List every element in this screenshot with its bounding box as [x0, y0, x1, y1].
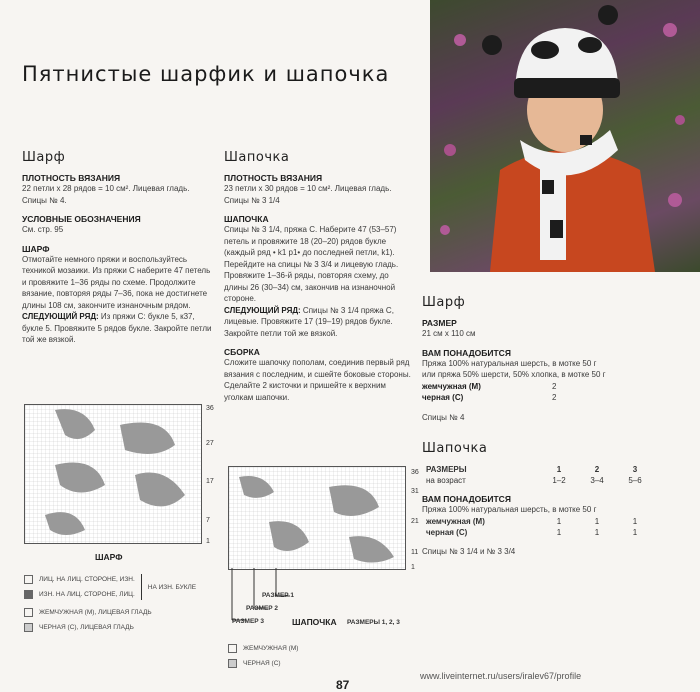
size-2-marker: РАЗМЕР 2: [246, 605, 279, 612]
photo-child-in-hat: [430, 0, 700, 272]
sizes-title: РАЗМЕРЫ: [426, 465, 467, 474]
hat-section-text: Спицы № 3 1/4, пряжа С. Наберите 47 (53–57) петель и провяжите 18 (20–20) рядов букле (каждый ряд • k1 p1• до последней петли, k1). Перейдите на спицы № 3 3/4 и лицевую гладь. Провяжите 1–36-й ряды, повторяя схему, до длины 26 (30–34) см, закончив на изнаночной стороне.: [224, 225, 399, 303]
scarf-next-label: СЛЕДУЮЩИЙ РЯД:: [22, 312, 99, 321]
scarf-chart: [24, 404, 202, 544]
scarf-gauge-title: ПЛОТНОСТЬ ВЯЗАНИЯ: [22, 173, 121, 183]
hat-c-val: 1: [632, 527, 638, 537]
size-1-marker: РАЗМЕР 1: [262, 592, 295, 599]
hat-gauge-title: ПЛОТНОСТЬ ВЯЗАНИЯ: [224, 173, 323, 183]
hat-yarn-table: [422, 516, 654, 538]
hat-legend: [228, 644, 298, 668]
hat-row-number: 11: [411, 549, 419, 556]
scarf-next-text: Из пряжи С: букле 5, к37, букле 5. Провяжите 5 рядов букле. Закройте петли той же вязкой.: [22, 312, 212, 344]
pearl-color-icon: [24, 608, 33, 617]
scarf-gauge-text: 22 петли х 28 рядов = 10 см². Лицевая гладь. Спицы № 4.: [22, 184, 190, 205]
legend-3: ЖЕМЧУЖНАЯ (М), ЛИЦЕВАЯ ГЛАДЬ: [39, 609, 152, 616]
scarf-row-number: 1: [206, 538, 210, 545]
hat-row-number: 31: [411, 488, 419, 495]
hat-chart-sizes-label: РАЗМЕРЫ 1, 2, 3: [347, 619, 400, 626]
hat-row-number: 1: [411, 564, 415, 571]
legend-1: ЛИЦ. НА ЛИЦ. СТОРОНЕ, ИЗН.: [39, 576, 135, 583]
hat-heading: Шапочка: [224, 150, 290, 165]
hat-gauge-text: 23 петли х 30 рядов = 10 см². Лицевая гладь. Спицы № 3 1/4: [224, 184, 392, 205]
yarn-m-value: 2: [552, 381, 557, 391]
hat-next-text: Спицы № 3 1/4 пряжа С, лицевые. Провяжите 17 (19–19) рядов букле. Закройте петли той же вязкой.: [224, 305, 394, 338]
hat-assembly-text: Сложите шапочку пополам, соединив первый ряд вязания с последним, и сшейте боковые стороны. Сделайте 2 кисточки и пришейте к верхним уголкам шапочки.: [224, 358, 411, 402]
needles-text: Спицы № 4: [422, 412, 465, 422]
sizes-table: [422, 464, 654, 486]
yarn-c-value: 2: [552, 393, 557, 402]
yarn-m-label: жемчужная (М): [422, 381, 481, 391]
size-text: 21 см х 110 см: [422, 329, 476, 338]
age-val: 3–4: [590, 476, 604, 485]
hat-column: [224, 150, 414, 403]
hat-chart: [228, 466, 406, 570]
hat-m-val: 1: [556, 516, 562, 526]
knit-symbol-icon: [24, 575, 33, 584]
scarf-row-number: 27: [206, 440, 214, 447]
hat-section-title: ШАПОЧКА: [224, 214, 269, 224]
size-col: 1: [556, 465, 562, 474]
scarf-symbols-text: См. стр. 95: [22, 225, 64, 234]
scarf-row-number: 36: [206, 405, 214, 412]
pearl-color-icon: [228, 644, 237, 653]
scarf-column: [22, 150, 212, 346]
page-title: Пятнистые шарфик и шапочка: [22, 62, 390, 86]
right-scarf-heading: Шарф: [422, 295, 466, 310]
hat-next-label: СЛЕДУЮЩИЙ РЯД:: [224, 305, 301, 315]
need2-text: Пряжа 100% натуральная шерсть, в мотке 50 г: [422, 505, 597, 514]
size-3-marker: РАЗМЕР 3: [232, 618, 265, 625]
materials-column: [422, 295, 692, 557]
right-hat-heading: Шапочка: [422, 441, 488, 456]
hat-row-number: 21: [411, 518, 419, 525]
scarf-chart-grid: [25, 405, 201, 543]
hat-c-val: 1: [556, 527, 562, 537]
size-title: РАЗМЕР: [422, 318, 457, 328]
hat-row-number: 36: [411, 469, 419, 476]
size-col: 3: [632, 465, 638, 474]
need-title: ВАМ ПОНАДОБИТСЯ: [422, 347, 511, 358]
need-text-2: или пряжа 50% шерсти, 50% хлопка, в мотке 50 г: [422, 370, 606, 379]
scarf-legend: [24, 574, 196, 632]
scarf-chart-label: ШАРФ: [95, 552, 123, 562]
scarf-symbols-title: УСЛОВНЫЕ ОБОЗНАЧЕНИЯ: [22, 214, 141, 224]
age-val: 1–2: [552, 476, 566, 485]
age-val: 5–6: [628, 476, 642, 485]
hat-yarn-m-label: жемчужная (М): [426, 516, 485, 526]
scarf-section-text: Отмотайте немного пряжи и воспользуйтесь техникой мозаики. Из пряжи С наберите 47 петель и провяжите 1–36 ряды по схеме. Продолжите вязание, повторяя ряды 7–36, пока не достигнете длины 108 см, закончите изнаночным рядом.: [22, 254, 211, 310]
age-label: на возраст: [426, 476, 466, 485]
photo-illustration: [430, 0, 700, 272]
scarf-section-title: ШАРФ: [22, 243, 50, 254]
legend-2: ИЗН. НА ЛИЦ. СТОРОНЕ, ЛИЦ.: [39, 591, 135, 598]
hat-legend-c: ЧЕРНАЯ (С): [243, 660, 281, 667]
hat-m-val: 1: [632, 516, 638, 526]
black-color-icon: [228, 659, 237, 668]
scarf-row-number: 7: [206, 517, 210, 524]
hat-yarn-c-label: черная (С): [426, 527, 468, 537]
size-col: 2: [594, 465, 600, 474]
hat-assembly-title: СБОРКА: [224, 347, 260, 357]
need2-title: ВАМ ПОНАДОБИТСЯ: [422, 494, 511, 504]
hat-c-val: 1: [594, 527, 600, 537]
black-color-icon: [24, 623, 33, 632]
scarf-row-number: 17: [206, 478, 214, 485]
purl-symbol-icon: [24, 590, 33, 599]
needles2-text: Спицы № 3 1/4 и № 3 3/4: [422, 546, 516, 556]
legend-brace: НА ИЗН. БУКЛЕ: [147, 583, 197, 591]
scarf-heading: Шарф: [22, 150, 66, 165]
legend-4: ЧЕРНАЯ (С), ЛИЦЕВАЯ ГЛАДЬ: [39, 624, 134, 631]
source-url: www.liveinternet.ru/users/iralev67/profile: [420, 671, 582, 681]
hat-legend-m: ЖЕМЧУЖНАЯ (М): [243, 645, 299, 652]
hat-chart-label: ШАПОЧКА: [292, 617, 337, 627]
page-number: 87: [336, 678, 350, 692]
need-text-1: Пряжа 100% натуральная шерсть, в мотке 50 г: [422, 358, 597, 368]
yarn-c-label: черная (С): [422, 393, 464, 402]
hat-m-val: 1: [594, 516, 600, 526]
hat-chart-grid: [229, 467, 405, 569]
